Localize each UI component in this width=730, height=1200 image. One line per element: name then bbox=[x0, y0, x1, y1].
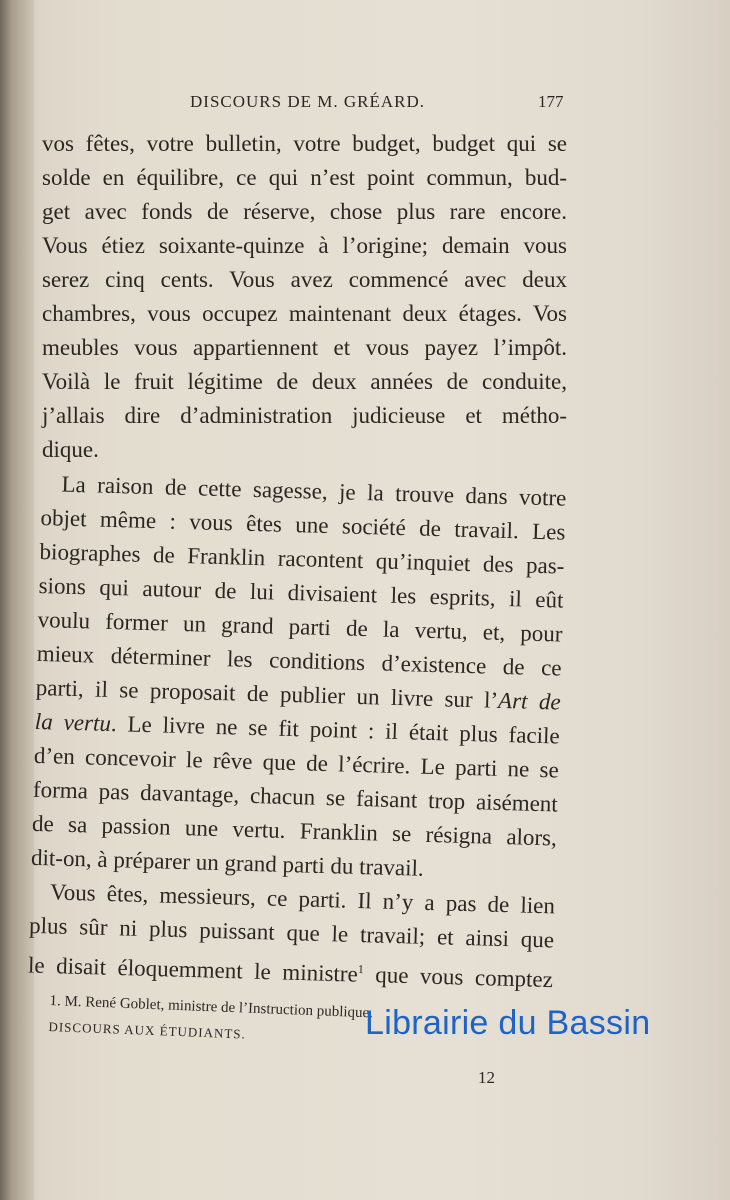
running-head: DISCOURS DE M. GRÉARD. bbox=[190, 92, 425, 111]
italic-title: Art de bbox=[497, 687, 561, 715]
text-line: le disait éloquemment le ministre$^1$ que vous comptez bbox=[27, 952, 554, 993]
watermark: Librairie du Bassin bbox=[365, 1004, 651, 1042]
text-line: dit-on, à préparer un grand parti du travail. bbox=[30, 844, 425, 881]
text-line: plus sûr ni plus puissant que le travail; et ainsi que bbox=[28, 912, 555, 953]
footnote-text: 1. M. René Goblet, ministre de l’Instruction publique. bbox=[49, 992, 374, 1022]
text-line: get avec fonds de réserve, chose plus rare encore. bbox=[42, 199, 567, 224]
text-line: dique. bbox=[42, 437, 99, 462]
text-line: voulu former un grand parti de la vertu, et, pour bbox=[37, 606, 563, 647]
text-line: Voilà le fruit légitime de deux années de conduite, bbox=[42, 369, 567, 394]
text-line: sions qui autour de lui divisaient les esprits, il eût bbox=[38, 572, 564, 613]
text-line: vos fêtes, votre bulletin, votre budget, budget qui se bbox=[42, 131, 567, 156]
body-text bbox=[27, 127, 567, 993]
text-line: solde en équilibre, ce qui n’est point commun, bud- bbox=[42, 165, 567, 190]
signature-number: 12 bbox=[478, 1068, 495, 1087]
text-line: d’en concevoir le rêve que de l’écrire. Le parti ne se bbox=[33, 742, 560, 783]
italic-title: la vertu bbox=[34, 708, 112, 737]
paragraph-3 bbox=[28, 875, 556, 997]
signature-label: DISCOURS AUX ÉTUDIANTS. bbox=[48, 1018, 247, 1042]
text-line: j’allais dire d’administration judicieuse et métho- bbox=[42, 403, 567, 428]
text-line: forma pas davantage, chacun se faisant trop aisément bbox=[32, 776, 559, 817]
paragraph-2-block bbox=[28, 467, 567, 997]
text-line: la vertu. Le livre ne se fit point : il était plus facile bbox=[34, 708, 561, 749]
footnote-mark: 1 bbox=[357, 962, 365, 977]
text-line: biographes de Franklin racontent qu’inquiet des pas- bbox=[39, 538, 565, 579]
text-line: serez cinq cents. Vous avez commencé avec deux bbox=[42, 267, 567, 292]
text-line: mieux déterminer les conditions d’existence de ce bbox=[36, 640, 562, 681]
paragraph-1 bbox=[42, 127, 567, 467]
text-line: meubles vous appartiennent et vous payez l’impôt. bbox=[42, 335, 567, 360]
text-line: de sa passion une vertu. Franklin se résigna alors, bbox=[31, 810, 558, 851]
text-line: chambres, vous occupez maintenant deux étages. Vos bbox=[42, 301, 567, 326]
text-line: parti, il se proposait de publier un livre sur l’Art de bbox=[35, 674, 561, 715]
text-line: Vous êtes, messieurs, ce parti. Il n’y a pas de lien bbox=[49, 879, 556, 919]
text-line: La raison de cette sagesse, je la trouve dans votre bbox=[61, 471, 567, 511]
facing-page-edge bbox=[0, 0, 34, 1200]
paragraph-2 bbox=[31, 467, 567, 889]
text-line: objet même : vous êtes une société de travail. Les bbox=[40, 504, 566, 545]
text-line: Vous étiez soixante-quinze à l’origine; demain vous bbox=[42, 233, 567, 258]
page-number: 177 bbox=[538, 92, 564, 111]
